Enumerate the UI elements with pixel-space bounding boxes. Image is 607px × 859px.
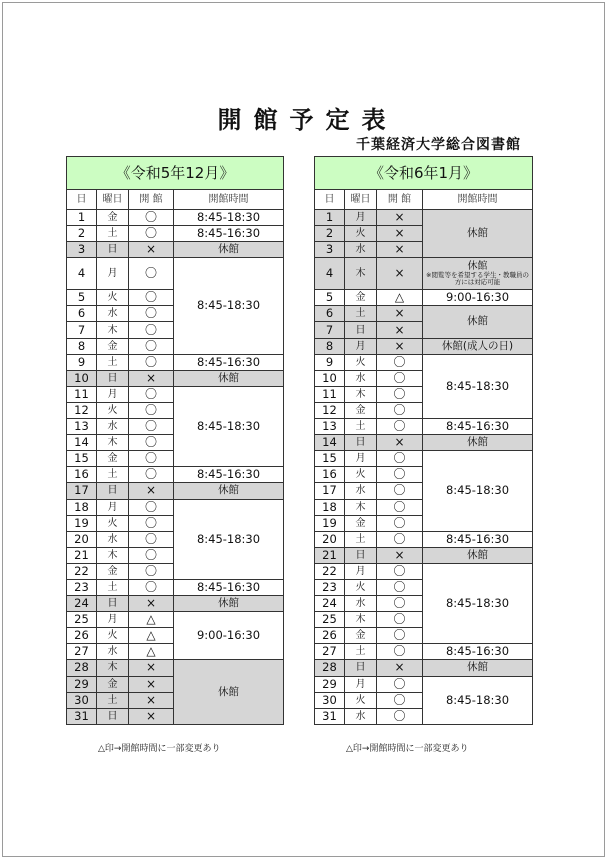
- weekday: 土: [97, 579, 129, 595]
- day-number: 3: [315, 242, 345, 258]
- day-number: 2: [315, 226, 345, 242]
- day-number: 29: [67, 676, 97, 692]
- hours-cell: 8:45-18:30: [174, 386, 284, 466]
- day-number: 18: [67, 499, 97, 515]
- weekday: 月: [345, 338, 377, 354]
- open-status: 〇: [377, 499, 423, 515]
- table-row: [315, 338, 533, 354]
- open-status: ×: [377, 322, 423, 338]
- weekday: 日: [345, 435, 377, 451]
- table-row: [67, 596, 284, 612]
- hours-cell: 8:45-16:30: [174, 579, 284, 595]
- open-status: 〇: [377, 563, 423, 579]
- weekday: 月: [97, 386, 129, 402]
- day-number: 14: [315, 435, 345, 451]
- open-status: ×: [129, 370, 174, 386]
- open-status: ×: [377, 210, 423, 226]
- hours-cell: 9:00-16:30: [174, 612, 284, 660]
- col-header-open: 開 館: [377, 190, 423, 210]
- open-status: ×: [129, 483, 174, 499]
- day-number: 13: [67, 419, 97, 435]
- open-status: 〇: [377, 531, 423, 547]
- weekday: 金: [345, 628, 377, 644]
- weekday: 月: [97, 612, 129, 628]
- col-header-weekday: 曜日: [97, 190, 129, 210]
- open-status: 〇: [377, 676, 423, 692]
- weekday: 日: [97, 242, 129, 258]
- footnote-december: △印→開館時間に一部変更あり: [98, 744, 221, 754]
- hours-cell: 休館: [423, 306, 533, 338]
- weekday: 水: [97, 306, 129, 322]
- hours-note: ※閲覧等を希望する学生・教職員の方には対応可能: [426, 271, 529, 287]
- table-row: [315, 435, 533, 451]
- day-number: 28: [315, 660, 345, 676]
- col-header-weekday: 曜日: [345, 190, 377, 210]
- weekday: 金: [97, 210, 129, 226]
- day-number: 13: [315, 419, 345, 435]
- day-number: 10: [67, 370, 97, 386]
- weekday: 木: [97, 547, 129, 563]
- weekday: 金: [97, 338, 129, 354]
- hours-cell: 8:45-16:30: [423, 644, 533, 660]
- hours-cell: 休館: [174, 660, 284, 724]
- weekday: 火: [345, 579, 377, 595]
- day-number: 22: [67, 563, 97, 579]
- table-row: [315, 306, 533, 322]
- day-number: 24: [315, 596, 345, 612]
- weekday: 水: [97, 531, 129, 547]
- weekday: 火: [345, 692, 377, 708]
- table-row: [67, 242, 284, 258]
- weekday: 水: [97, 419, 129, 435]
- open-status: 〇: [377, 692, 423, 708]
- weekday: 木: [97, 660, 129, 676]
- day-number: 5: [67, 290, 97, 306]
- table-row: [67, 579, 284, 595]
- weekday: 水: [345, 708, 377, 724]
- weekday: 火: [345, 354, 377, 370]
- weekday: 木: [97, 435, 129, 451]
- weekday: 火: [345, 226, 377, 242]
- hours-cell: 9:00-16:30: [423, 290, 533, 306]
- hours-cell: 休館: [423, 547, 533, 563]
- weekday: 木: [97, 322, 129, 338]
- day-number: 4: [315, 258, 345, 290]
- open-status: 〇: [377, 354, 423, 370]
- day-number: 23: [315, 579, 345, 595]
- day-number: 21: [67, 547, 97, 563]
- open-status: 〇: [129, 451, 174, 467]
- table-row: [67, 467, 284, 483]
- hours-cell: 8:45-16:30: [423, 531, 533, 547]
- weekday: 月: [345, 210, 377, 226]
- hours-cell: 休館: [174, 483, 284, 499]
- weekday: 金: [97, 451, 129, 467]
- day-number: 26: [67, 628, 97, 644]
- col-header-day: 日: [67, 190, 97, 210]
- day-number: 29: [315, 676, 345, 692]
- hours-cell: 休館: [423, 660, 533, 676]
- day-number: 16: [67, 467, 97, 483]
- day-number: 24: [67, 596, 97, 612]
- table-row: [67, 483, 284, 499]
- open-status: 〇: [129, 547, 174, 563]
- day-number: 15: [67, 451, 97, 467]
- day-number: 17: [315, 483, 345, 499]
- table-row: [315, 354, 533, 370]
- open-status: 〇: [129, 531, 174, 547]
- open-status: △: [129, 644, 174, 660]
- open-status: 〇: [377, 467, 423, 483]
- day-number: 3: [67, 242, 97, 258]
- weekday: 金: [97, 676, 129, 692]
- weekday: 土: [345, 419, 377, 435]
- day-number: 9: [315, 354, 345, 370]
- open-status: 〇: [129, 499, 174, 515]
- day-number: 12: [315, 402, 345, 418]
- weekday: 日: [345, 660, 377, 676]
- open-status: 〇: [129, 579, 174, 595]
- col-header-open: 開 館: [129, 190, 174, 210]
- day-number: 27: [315, 644, 345, 660]
- day-number: 10: [315, 370, 345, 386]
- day-number: 18: [315, 499, 345, 515]
- hours-cell: 8:45-18:30: [423, 676, 533, 724]
- open-status: ×: [377, 547, 423, 563]
- day-number: 14: [67, 435, 97, 451]
- weekday: 金: [345, 402, 377, 418]
- day-number: 2: [67, 226, 97, 242]
- open-status: 〇: [129, 515, 174, 531]
- weekday: 土: [345, 306, 377, 322]
- weekday: 金: [345, 290, 377, 306]
- open-status: 〇: [377, 579, 423, 595]
- open-status: ×: [377, 435, 423, 451]
- weekday: 土: [97, 692, 129, 708]
- day-number: 28: [67, 660, 97, 676]
- open-status: 〇: [377, 419, 423, 435]
- table-row: [315, 451, 533, 467]
- open-status: 〇: [129, 322, 174, 338]
- open-status: ×: [129, 596, 174, 612]
- day-number: 22: [315, 563, 345, 579]
- day-number: 8: [315, 338, 345, 354]
- open-status: 〇: [377, 515, 423, 531]
- day-number: 1: [315, 210, 345, 226]
- day-number: 11: [315, 386, 345, 402]
- day-number: 8: [67, 338, 97, 354]
- open-status: 〇: [377, 596, 423, 612]
- weekday: 火: [345, 467, 377, 483]
- table-row: [67, 370, 284, 386]
- hours-cell: 休館: [174, 370, 284, 386]
- open-status: 〇: [377, 483, 423, 499]
- open-status: 〇: [377, 402, 423, 418]
- hours-cell: 8:45-18:30: [423, 563, 533, 643]
- day-number: 25: [315, 612, 345, 628]
- weekday: 土: [97, 226, 129, 242]
- page-title: 開館予定表: [217, 106, 398, 134]
- day-number: 6: [315, 306, 345, 322]
- open-status: 〇: [129, 563, 174, 579]
- hours-cell: [423, 258, 533, 290]
- open-status: ×: [129, 242, 174, 258]
- weekday: 日: [97, 596, 129, 612]
- open-status: △: [129, 628, 174, 644]
- hours-cell: 休館: [423, 210, 533, 258]
- table-row: [315, 531, 533, 547]
- open-status: 〇: [377, 708, 423, 724]
- hours-cell: 8:45-18:30: [423, 354, 533, 418]
- open-status: 〇: [129, 354, 174, 370]
- weekday: 金: [345, 515, 377, 531]
- open-status: 〇: [129, 306, 174, 322]
- table-row: [67, 612, 284, 628]
- weekday: 土: [345, 644, 377, 660]
- table-row: [315, 660, 533, 676]
- table-row: [67, 210, 284, 226]
- day-number: 6: [67, 306, 97, 322]
- weekday: 火: [97, 402, 129, 418]
- table-row: [315, 547, 533, 563]
- open-status: △: [377, 290, 423, 306]
- open-status: 〇: [129, 402, 174, 418]
- day-number: 30: [67, 692, 97, 708]
- table-row: [315, 258, 533, 290]
- weekday: 水: [345, 483, 377, 499]
- table-row: [315, 210, 533, 226]
- hours-cell: 休館(成人の日): [423, 338, 533, 354]
- open-status: ×: [129, 692, 174, 708]
- month-heading: 《令和6年1月》: [315, 157, 533, 190]
- day-number: 26: [315, 628, 345, 644]
- weekday: 日: [97, 483, 129, 499]
- open-status: ×: [377, 306, 423, 322]
- hours-cell: 8:45-18:30: [174, 210, 284, 226]
- table-row: [67, 499, 284, 515]
- open-status: 〇: [129, 226, 174, 242]
- hours-cell: 8:45-16:30: [174, 354, 284, 370]
- weekday: 水: [345, 596, 377, 612]
- open-status: 〇: [129, 386, 174, 402]
- open-status: △: [129, 612, 174, 628]
- day-number: 31: [67, 708, 97, 724]
- col-header-hours: 開館時間: [174, 190, 284, 210]
- weekday: 火: [97, 290, 129, 306]
- weekday: 月: [97, 499, 129, 515]
- open-status: 〇: [129, 338, 174, 354]
- day-number: 20: [315, 531, 345, 547]
- day-number: 11: [67, 386, 97, 402]
- open-status: 〇: [129, 210, 174, 226]
- weekday: 月: [345, 676, 377, 692]
- day-number: 12: [67, 402, 97, 418]
- weekday: 金: [97, 563, 129, 579]
- day-number: 1: [67, 210, 97, 226]
- day-number: 27: [67, 644, 97, 660]
- open-status: 〇: [129, 290, 174, 306]
- day-number: 19: [315, 515, 345, 531]
- open-status: ×: [129, 676, 174, 692]
- open-status: 〇: [377, 386, 423, 402]
- day-number: 7: [67, 322, 97, 338]
- day-number: 25: [67, 612, 97, 628]
- hours-cell: 8:45-18:30: [174, 258, 284, 354]
- day-number: 21: [315, 547, 345, 563]
- table-row: [315, 644, 533, 660]
- weekday: 日: [345, 547, 377, 563]
- day-number: 15: [315, 451, 345, 467]
- open-status: ×: [377, 258, 423, 290]
- table-row: [315, 290, 533, 306]
- table-row: [67, 354, 284, 370]
- weekday: 木: [345, 258, 377, 290]
- hours-cell: 休館: [174, 596, 284, 612]
- weekday: 火: [97, 628, 129, 644]
- open-status: 〇: [377, 370, 423, 386]
- open-status: ×: [129, 708, 174, 724]
- hours-cell: 8:45-18:30: [174, 499, 284, 579]
- col-header-day: 日: [315, 190, 345, 210]
- weekday: 水: [345, 242, 377, 258]
- weekday: 日: [97, 708, 129, 724]
- weekday: 木: [345, 499, 377, 515]
- table-row: [67, 226, 284, 242]
- table-row: [67, 660, 284, 676]
- open-status: 〇: [377, 644, 423, 660]
- open-status: 〇: [129, 435, 174, 451]
- day-number: 20: [67, 531, 97, 547]
- day-number: 5: [315, 290, 345, 306]
- open-status: 〇: [129, 419, 174, 435]
- january-calendar: [314, 156, 533, 725]
- table-row: [315, 419, 533, 435]
- open-status: 〇: [129, 467, 174, 483]
- weekday: 火: [97, 515, 129, 531]
- hours-cell: 8:45-16:30: [423, 419, 533, 435]
- open-status: ×: [129, 660, 174, 676]
- open-status: ×: [377, 242, 423, 258]
- day-number: 30: [315, 692, 345, 708]
- weekday: 土: [345, 531, 377, 547]
- weekday: 水: [345, 370, 377, 386]
- footnote-january: △印→開館時間に一部変更あり: [346, 744, 469, 754]
- weekday: 月: [345, 451, 377, 467]
- hours-cell: 休館: [174, 242, 284, 258]
- weekday: 木: [345, 612, 377, 628]
- day-number: 23: [67, 579, 97, 595]
- day-number: 4: [67, 258, 97, 290]
- table-row: [67, 258, 284, 290]
- weekday: 日: [97, 370, 129, 386]
- hours-cell: 8:45-18:30: [423, 451, 533, 531]
- col-header-hours: 開館時間: [423, 190, 533, 210]
- day-number: 16: [315, 467, 345, 483]
- day-number: 19: [67, 515, 97, 531]
- december-calendar: [66, 156, 284, 725]
- open-status: ×: [377, 660, 423, 676]
- open-status: 〇: [377, 451, 423, 467]
- weekday: 月: [345, 563, 377, 579]
- open-status: 〇: [377, 628, 423, 644]
- open-status: 〇: [377, 612, 423, 628]
- weekday: 土: [97, 354, 129, 370]
- open-status: ×: [377, 338, 423, 354]
- table-row: [315, 563, 533, 579]
- weekday: 水: [97, 644, 129, 660]
- organization-name: 千葉経済大学総合図書館: [356, 137, 521, 153]
- weekday: 土: [97, 467, 129, 483]
- hours-text: 休館: [467, 261, 488, 273]
- table-row: [315, 676, 533, 692]
- weekday: 日: [345, 322, 377, 338]
- hours-cell: 8:45-16:30: [174, 226, 284, 242]
- hours-cell: 休館: [423, 435, 533, 451]
- open-status: ×: [377, 226, 423, 242]
- hours-cell: 8:45-16:30: [174, 467, 284, 483]
- month-heading: 《令和5年12月》: [67, 157, 284, 190]
- weekday: 木: [345, 386, 377, 402]
- day-number: 17: [67, 483, 97, 499]
- table-row: [67, 386, 284, 402]
- open-status: 〇: [129, 258, 174, 290]
- day-number: 31: [315, 708, 345, 724]
- day-number: 7: [315, 322, 345, 338]
- weekday: 月: [97, 258, 129, 290]
- day-number: 9: [67, 354, 97, 370]
